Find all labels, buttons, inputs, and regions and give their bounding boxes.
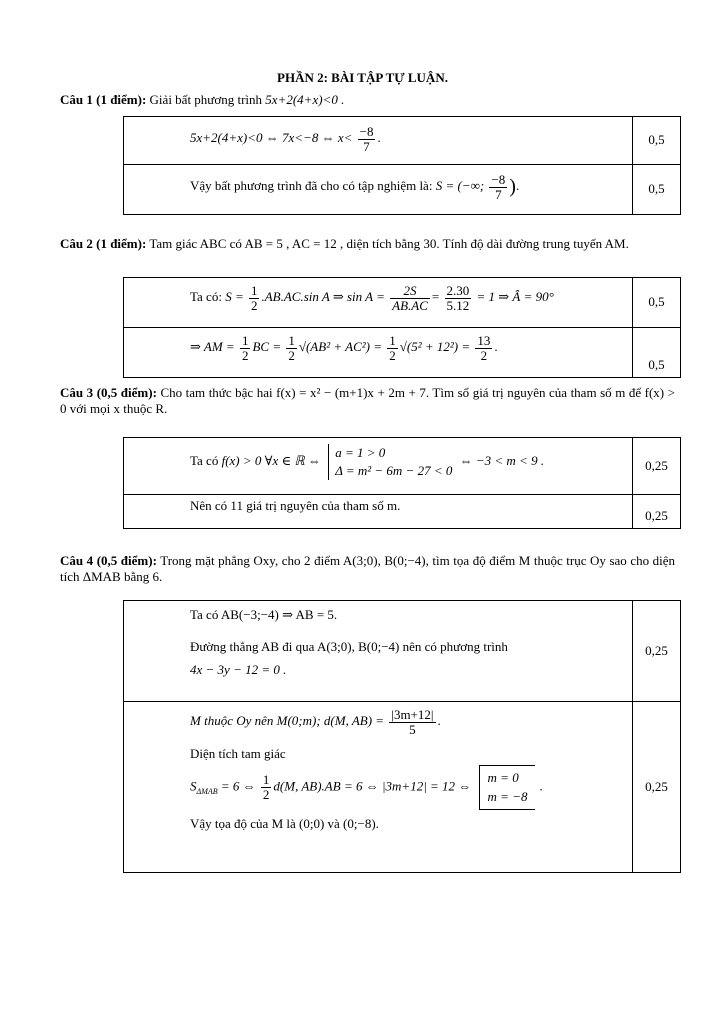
q2-r2-d3: 2 — [389, 347, 396, 363]
q4-r2-l2: Diện tích tam giác — [190, 746, 286, 762]
q2-r1-d3: 5.12 — [446, 297, 470, 313]
q2-r2-m3: √(AB² + AC²) = — [298, 339, 382, 355]
q2-r1-m2: .AB.AC.sin A ⇒ sin A = — [261, 289, 385, 305]
q4-r2-l3n: 1 — [262, 771, 270, 787]
q1-r2-text: Vậy bất phương trình đã cho có tập nghiệm là: — [190, 178, 433, 194]
solution-cell — [124, 601, 633, 702]
q4-r2-l3b: = 6 ⇔ — [220, 778, 256, 794]
q2-r2-n3: 1 — [389, 333, 396, 348]
q2-r1-n1: 1 — [250, 283, 258, 298]
q4-r1-l1: Ta có AB(−3;−4) ⇒ AB = 5. — [190, 607, 338, 622]
q4-r2-l1n: |3m+12| — [391, 707, 434, 722]
solution-cell: M thuộc Oy nên M(0;m); d(M, AB) = $\frac{|3m+12|}{5}$ . Diện tích tam giác $S_{\Delta MAB} = 6$ ⇔ $\frac{1}{2}$ d(M, AB).AB = 6 ⇔ |3m+12| = 12 ⇔ m = 0 m = −8 . Vậy tọa độ của M là (0;0) và (0;−8). — [124, 702, 633, 873]
q2-r1-n3: 2.30 — [446, 283, 470, 298]
solution-table-1 — [123, 116, 681, 215]
score-cell: 0,5 — [633, 278, 681, 328]
solution-cell: Vậy bất phương trình đã cho có tập nghiệm là: S = (−∞; $\frac{-8}{7}$ ). — [124, 165, 633, 215]
q1-r2-num: −8 — [491, 172, 506, 187]
q1-r1-num: −8 — [359, 124, 374, 139]
q2-r2-m1: ⇒ AM = — [190, 339, 235, 355]
q3-r1-m2: ⇔ −3 < m < 9 . — [459, 453, 545, 469]
question-4-label: Câu 4 (0,5 điểm): — [60, 553, 157, 568]
question-3-label: Câu 3 (0,5 điểm): — [60, 385, 157, 400]
q2-r2-n4: 13 — [477, 333, 491, 348]
solution-cell: ⇒ AM = $\frac{1}{2}$ BC = $\frac{1}{2}$ √(AB² + AC²) = $\frac{1}{2}$ √(5² + 12²) = $\frac{13}{2}$ . — [124, 328, 633, 378]
question-3 — [60, 385, 675, 418]
score-cell: 0,5 — [633, 328, 681, 378]
q3-r1-lead: Ta có — [190, 453, 219, 469]
q2-r2-d4: 2 — [480, 347, 488, 363]
solution-cell: 5x+2(4+x)<0 ⇔ 7x<−8 ⇔ x< $\frac{-8}{7}$ . — [124, 117, 633, 165]
q4-r2-l3sub: ΔMAB — [196, 786, 218, 796]
q2-r1-m3: = 1 ⇒ Â = 90° — [476, 289, 554, 305]
solution-cell: Ta có: S = $\frac{1}{2}$ .AB.AC.sin A ⇒ sin A = $\frac{2S}{AB.AC}$ = $\frac{2.30}{5.12}$ = 1 ⇒ Â = 90° — [124, 278, 633, 328]
q2-r2-n1: 1 — [241, 333, 249, 348]
q2-r2-d2: 2 — [288, 347, 295, 363]
q1-r2-den: 7 — [495, 186, 502, 202]
q4-r2-l3a: S — [190, 778, 197, 794]
q4-r1-l2: Đường thẳng AB đi qua A(3;0), B(0;−4) nên có phương trình — [190, 639, 508, 655]
question-2-text: Tam giác ABC có AB = 5 , AC = 12 , diện tích bằng 30. Tính độ dài đường trung tuyến AM. — [149, 236, 629, 251]
solution-cell — [124, 495, 633, 529]
q3-s1: a = 1 > 0 — [335, 445, 386, 460]
q1-r1-den: 7 — [363, 138, 370, 154]
question-2-label: Câu 2 (1 điểm): — [60, 236, 147, 251]
q2-r1-lead: Ta có: — [190, 289, 222, 305]
q2-r1-n2: 2S — [390, 284, 430, 299]
q3-system — [328, 444, 452, 480]
score-cell: 0,25 — [633, 495, 681, 529]
solution-cell — [124, 438, 633, 495]
q4-r2-l3d: 2 — [262, 786, 270, 802]
solution-table-4 — [123, 600, 681, 873]
score-cell: 0,25 — [633, 438, 681, 495]
question-1 — [60, 92, 675, 108]
question-2 — [60, 236, 675, 252]
q2-r2-d1: 2 — [241, 347, 249, 363]
q4-b2: m = −8 — [487, 789, 528, 805]
q2-r2-m4: √(5² + 12²) = — [399, 339, 471, 355]
q4-r2-l4: Vậy tọa độ của M là (0;0) và (0;−8). — [190, 815, 379, 831]
page-title: PHẦN 2: BÀI TẬP TỰ LUẬN. — [277, 70, 448, 85]
question-3-text: Cho tam thức bậc hai f(x) = x² − (m+1)x + 2m + 7. Tìm số giá trị nguyên của tham số m để f(x) > 0 với mọi x thuộc R. — [60, 385, 676, 417]
question-4 — [60, 553, 675, 586]
q2-r2-m2: BC = — [252, 339, 282, 355]
question-1-expr: 5x+2(4+x)<0 . — [265, 92, 345, 107]
q4-bracket — [479, 765, 536, 810]
score-cell: 0,5 — [633, 165, 681, 215]
question-1-label: Câu 1 (1 điểm): — [60, 92, 147, 107]
q4-r2-l1a: M thuộc Oy nên M(0;m); d(M, AB) = — [190, 713, 385, 729]
q2-r1-d1: 2 — [250, 297, 258, 313]
q4-r1-l3: 4x − 3y − 12 = 0 . — [190, 661, 287, 677]
question-4-text: Trong mặt phẳng Oxy, cho 2 điểm A(3;0), B(0;−4), tìm tọa độ điểm M thuộc trục Oy sao cho diện tích ΔMAB bằng 6. — [60, 553, 676, 585]
solution-table-3 — [123, 437, 681, 529]
q3-r2-text: Nên có 11 giá trị nguyên của tham số m. — [190, 498, 401, 513]
score-cell: 0,5 — [633, 117, 681, 165]
score-cell: 0,25 — [633, 601, 681, 702]
q1-r2-math: S = (−∞; — [435, 178, 485, 194]
score-cell: 0,25 — [633, 702, 681, 873]
q1-r1-math: 5x+2(4+x)<0 ⇔ 7x<−8 ⇔ x< — [190, 130, 353, 146]
q2-r2-n2: 1 — [288, 333, 295, 348]
q4-r2-l1d: 5 — [409, 721, 416, 737]
solution-table-2 — [123, 277, 681, 378]
q3-s2: Δ = m² − 6m − 27 < 0 — [335, 463, 453, 479]
q2-r1-d2: AB.AC — [392, 297, 428, 313]
q3-r1-m1: f(x) > 0 ∀x ∈ ℝ ⇔ — [221, 453, 321, 469]
q4-r2-l3c: d(M, AB).AB = 6 ⇔ |3m+12| = 12 ⇔ — [273, 778, 472, 794]
q4-b1: m = 0 — [487, 769, 519, 785]
question-1-text: Giải bất phương trình — [149, 92, 263, 107]
q2-r1-m1: S = — [225, 289, 244, 305]
